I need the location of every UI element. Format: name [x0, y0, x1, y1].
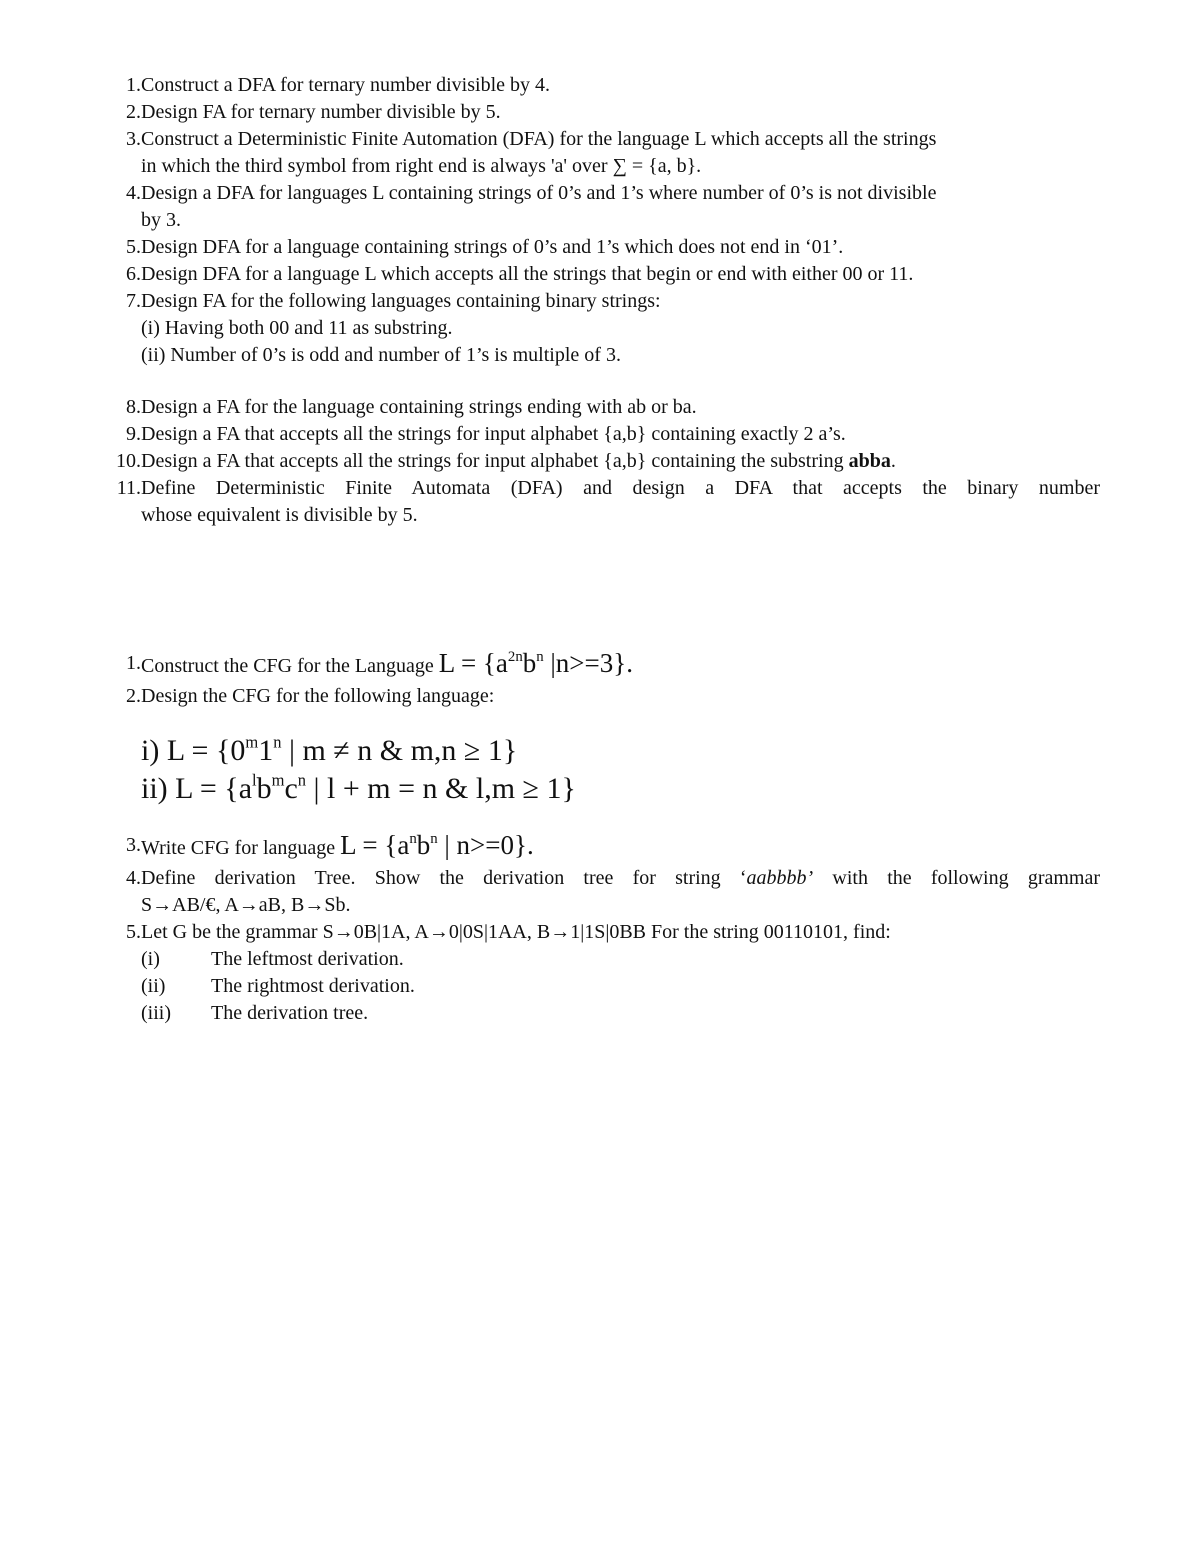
item-text: Design a FA that accepts all the strings for input alphabet {a,b} containing exactly 2 a’s. — [141, 423, 846, 445]
dfa-question-list — [100, 72, 1100, 529]
item-number: 1. — [126, 652, 141, 674]
list-item — [100, 394, 1100, 421]
item-number: 3. — [126, 128, 141, 150]
item-text: Construct the CFG for the Language — [141, 655, 439, 677]
item-text: Design a FA for the language containing strings ending with ab or ba. — [141, 396, 697, 418]
item-text: Define Deterministic Finite Automata (DFA) and design a DFA that accepts the binary number — [141, 477, 1100, 499]
item-text: Construct a Deterministic Finite Automation (DFA) for the language L which accepts all the strings — [141, 128, 937, 150]
item-number: 9. — [126, 423, 141, 445]
sub-item: (ii) The rightmost derivation. — [141, 975, 415, 997]
item-number: 2. — [126, 685, 141, 707]
item-number: 4. — [126, 867, 141, 889]
sub-item: (iii) The derivation tree. — [141, 1002, 369, 1024]
item-number: 10. — [116, 450, 141, 472]
item-number: 2. — [126, 101, 141, 123]
item-text-bold: abba — [848, 450, 891, 472]
list-item — [100, 288, 1100, 369]
list-item — [100, 99, 1100, 126]
item-text: Design a DFA for languages L containing strings of 0’s and 1’s where number of 0’s is not divisible — [141, 182, 937, 204]
list-item — [100, 646, 1100, 683]
item-text-cont: by 3. — [141, 209, 181, 231]
math-expression: $L = \{a^nb^n$ | n>=0}. — [340, 830, 534, 860]
item-text: Design DFA for a language containing strings of 0’s and 1’s which does not end in ‘01’. — [141, 236, 844, 258]
item-text-end: . — [890, 450, 896, 472]
item-text-cont: in which the third symbol from right end is always 'a' over ∑ = {a, b}. — [141, 155, 702, 177]
item-number: 6. — [126, 263, 141, 285]
math-expression: $L = \{a^{2n}b^n$ |n>=3}. — [438, 648, 633, 678]
cfg-question-list — [100, 646, 1100, 1027]
list-item — [100, 72, 1100, 99]
sub-item: (i) The leftmost derivation. — [141, 948, 404, 970]
item-text-cont: S→AB/€, A→aB, B→Sb. — [141, 894, 351, 916]
item-text: Design FA for ternary number divisible by 5. — [141, 101, 501, 123]
item-text-cont: whose equivalent is divisible by 5. — [141, 504, 418, 526]
item-number: 1. — [126, 74, 141, 96]
item-number: 7. — [126, 290, 141, 312]
sub-item-text: (ii) Number of 0’s is odd and number of 1’s is multiple of 3. — [141, 344, 621, 366]
list-item — [100, 261, 1100, 288]
item-number: 5. — [126, 921, 141, 943]
list-item — [100, 865, 1100, 919]
item-text: Design the CFG for the following language: — [141, 685, 495, 707]
item-text: Define derivation Tree. Show the derivation tree for string ‘aabbbb’ with the following grammar — [141, 867, 1101, 889]
list-item — [100, 919, 1100, 1027]
item-number: 4. — [126, 182, 141, 204]
list-item — [100, 828, 1100, 865]
sub-item-text: (i) Having both 00 and 11 as substring. — [141, 317, 453, 339]
item-text: Design FA for the following languages containing binary strings: — [141, 290, 661, 312]
list-item — [100, 234, 1100, 261]
item-text: Let G be the grammar S→0B|1A, A→0|0S|1AA, B→1|1S|0BB For the string 00110101, find: — [141, 921, 891, 943]
math-expression: i) $L = \{0^m1^n$ | m ≠ n & m,n ≥ 1} — [141, 732, 518, 767]
item-number: 3. — [126, 834, 141, 856]
list-item — [100, 126, 1100, 180]
item-text: Design a FA that accepts all the strings for input alphabet {a,b} containing the substring — [141, 450, 849, 472]
list-item — [100, 475, 1100, 529]
list-item — [100, 683, 1100, 828]
list-item — [100, 180, 1100, 234]
item-number: 11. — [116, 477, 141, 499]
list-item — [100, 421, 1100, 448]
math-expression: ii) $L = \{a^lb^mc^n$ | l + m = n & l,m ≥ 1} — [141, 770, 576, 805]
item-text: Write CFG for language — [141, 837, 341, 859]
item-number: 5. — [126, 236, 141, 258]
item-text: Design DFA for a language L which accepts all the strings that begin or end with either 00 or 11. — [141, 263, 914, 285]
list-item — [100, 448, 1100, 475]
item-number: 8. — [126, 396, 141, 418]
item-text: Construct a DFA for ternary number divisible by 4. — [141, 74, 551, 96]
